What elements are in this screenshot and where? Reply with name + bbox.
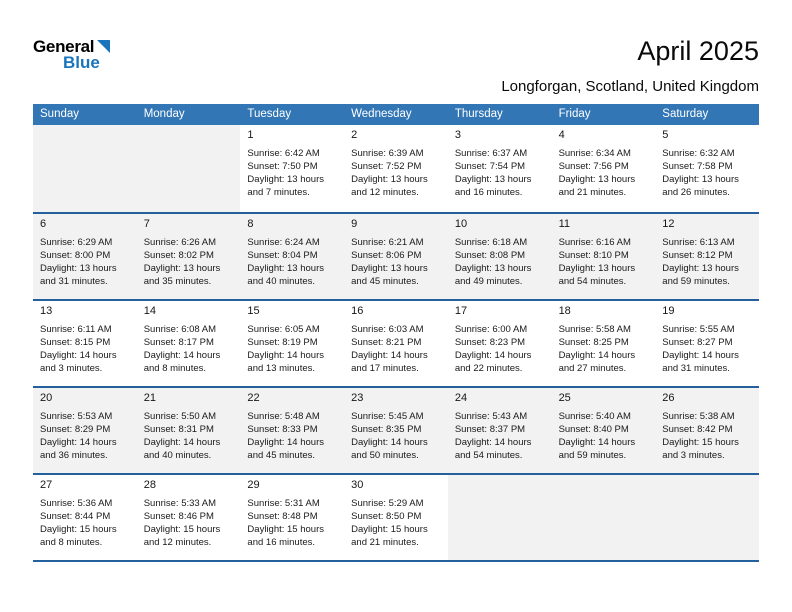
date-number: 9 [351,218,358,230]
date-number: 22 [247,392,260,404]
day-info-line: Daylight: 15 hours [247,524,324,535]
day-cell-15 [240,301,344,386]
day-info-line: Daylight: 13 hours [662,174,739,185]
day-info-line: and 16 minutes. [454,187,523,198]
empty-cell [137,125,241,212]
day-info-line: and 16 minutes. [247,537,316,548]
day-info-line: Daylight: 15 hours [40,524,117,535]
day-info-line: Sunset: 7:54 PM [454,161,526,172]
date-number: 5 [662,129,669,141]
day-info-line: Sunset: 8:37 PM [454,424,526,435]
date-number: 2 [351,129,358,141]
day-info-line: and 7 minutes. [247,187,310,198]
day-info-line: Sunset: 8:50 PM [351,511,422,522]
date-number: 15 [247,305,260,317]
title-block [501,36,759,95]
day-info-line: Daylight: 13 hours [454,263,532,274]
date-number: 6 [40,218,47,230]
day-info-line: Daylight: 14 hours [143,350,221,361]
day-cell-22 [240,388,344,473]
day-info-line: and 59 minutes. [662,276,730,287]
day-cell-10 [448,214,552,299]
day-info-line: and 17 minutes. [351,363,419,374]
day-info-line: Sunset: 8:48 PM [247,511,318,522]
day-info-line: Sunset: 8:31 PM [143,424,214,435]
day-info-line: Sunset: 8:04 PM [247,250,318,261]
day-info-line: Sunrise: 6:00 AM [454,324,528,335]
day-info-line: and 36 minutes. [40,450,108,461]
day-cell-21 [137,388,241,473]
day-info-line: Sunrise: 6:34 AM [558,148,631,159]
day-cell-6 [33,214,137,299]
day-info-line: and 54 minutes. [558,276,627,287]
day-info-line: Daylight: 14 hours [40,437,117,448]
day-info-line: Sunrise: 5:45 AM [351,411,424,422]
day-info-line: Sunrise: 6:37 AM [454,148,528,159]
day-info-line: Sunrise: 6:13 AM [662,237,735,248]
day-info-line: Sunrise: 6:18 AM [454,237,528,248]
day-info-line: Sunset: 8:29 PM [40,424,111,435]
day-info-line: Sunrise: 5:29 AM [351,498,424,509]
day-info-line: Daylight: 13 hours [558,263,636,274]
day-cell-8 [240,214,344,299]
day-info-line: Sunset: 8:23 PM [454,337,526,348]
day-info-line: Sunset: 7:50 PM [247,161,318,172]
date-number: 7 [143,218,150,230]
day-info-line: and 31 minutes. [40,276,108,287]
date-number: 24 [454,392,468,404]
day-info-line: Daylight: 13 hours [558,174,636,185]
day-cell-16 [344,301,448,386]
day-info-line: and 40 minutes. [143,450,212,461]
week-row [33,212,759,299]
day-info-line: Sunrise: 5:38 AM [662,411,735,422]
day-info-line: Daylight: 14 hours [247,350,324,361]
weekday-friday: Friday [558,108,591,120]
day-info-line: Sunrise: 5:58 AM [558,324,631,335]
day-info-line: Daylight: 15 hours [143,524,221,535]
day-info-line: Daylight: 13 hours [247,174,324,185]
day-cell-25 [552,388,656,473]
day-info-line: Sunrise: 6:39 AM [351,148,424,159]
date-number: 16 [351,305,364,317]
page-title: April 2025 [637,36,759,66]
month-calendar [33,104,759,562]
day-cell-19 [655,301,759,386]
day-info-line: and 26 minutes. [662,187,730,198]
day-info-line: and 35 minutes. [143,276,212,287]
day-info-line: and 3 minutes. [662,450,725,461]
day-info-line: Sunrise: 6:42 AM [247,148,320,159]
day-info-line: and 3 minutes. [40,363,103,374]
empty-cell [448,475,552,560]
day-info-line: Sunset: 8:17 PM [143,337,214,348]
day-info-line: and 54 minutes. [454,450,523,461]
day-cell-1 [240,125,344,212]
day-cell-5 [655,125,759,212]
logo-triangle-icon [96,39,111,54]
week-row [33,473,759,560]
day-info-line: Sunset: 8:08 PM [454,250,526,261]
day-info-line: Daylight: 14 hours [351,437,428,448]
week-row [33,125,759,212]
day-info-line: Sunset: 8:19 PM [247,337,318,348]
weekday-sunday: Sunday [40,108,80,120]
page-header [33,36,759,100]
day-info-line: Sunset: 8:06 PM [351,250,422,261]
day-info-line: Sunset: 8:10 PM [558,250,629,261]
day-info-line: Sunset: 7:52 PM [351,161,422,172]
day-info-line: Sunset: 8:12 PM [662,250,733,261]
day-info-line: Sunset: 8:40 PM [558,424,629,435]
day-cell-30 [344,475,448,560]
day-cell-23 [344,388,448,473]
day-info-line: and 21 minutes. [558,187,627,198]
calendar-weeks [33,125,759,562]
day-info-line: and 8 minutes. [40,537,103,548]
day-info-line: Sunset: 8:21 PM [351,337,422,348]
empty-cell [552,475,656,560]
day-info-line: Sunrise: 6:11 AM [40,324,112,335]
day-cell-13 [33,301,137,386]
day-cell-17 [448,301,552,386]
day-info-line: Daylight: 15 hours [662,437,739,448]
day-info-line: Sunrise: 6:26 AM [143,237,217,248]
day-info-line: Daylight: 14 hours [247,437,324,448]
weekday-tuesday: Tuesday [247,108,292,120]
day-info-line: Sunset: 8:25 PM [558,337,629,348]
day-info-line: Sunset: 7:58 PM [662,161,733,172]
day-info-line: and 13 minutes. [247,363,316,374]
day-info-line: and 31 minutes. [662,363,730,374]
day-cell-4 [552,125,656,212]
weekday-header-row [33,104,759,125]
week-row [33,299,759,386]
date-number: 20 [40,392,53,404]
date-number: 8 [247,218,254,230]
day-info-line: Daylight: 13 hours [247,263,324,274]
day-cell-28 [137,475,241,560]
date-number: 13 [40,305,53,317]
weekday-wednesday: Wednesday [351,108,412,120]
date-number: 11 [558,218,570,230]
day-cell-20 [33,388,137,473]
day-info-line: and 40 minutes. [247,276,316,287]
day-info-line: Daylight: 13 hours [662,263,739,274]
date-number: 26 [662,392,675,404]
day-cell-12 [655,214,759,299]
day-info-line: Sunrise: 6:21 AM [351,237,424,248]
day-info-line: and 59 minutes. [558,450,627,461]
day-info-line: Sunset: 7:56 PM [558,161,629,172]
day-cell-3 [448,125,552,212]
day-info-line: Daylight: 14 hours [351,350,428,361]
day-info-line: Sunrise: 6:03 AM [351,324,424,335]
date-number: 27 [40,479,53,491]
date-number: 19 [662,305,675,317]
day-cell-29 [240,475,344,560]
day-info-line: and 12 minutes. [143,537,212,548]
day-info-line: Sunrise: 5:55 AM [662,324,735,335]
day-info-line: Sunset: 8:44 PM [40,511,111,522]
day-info-line: Sunrise: 5:53 AM [40,411,113,422]
day-info-line: Sunrise: 5:40 AM [558,411,631,422]
weekday-saturday: Saturday [662,108,709,120]
day-info-line: Sunrise: 5:43 AM [454,411,528,422]
day-info-line: Daylight: 13 hours [351,174,428,185]
date-number: 12 [662,218,675,230]
day-info-line: Daylight: 14 hours [40,350,117,361]
day-info-line: Daylight: 14 hours [454,437,532,448]
day-cell-27 [33,475,137,560]
day-cell-26 [655,388,759,473]
day-info-line: Daylight: 13 hours [351,263,428,274]
logo-text-blue: Blue [63,53,100,72]
day-info-line: Sunrise: 6:08 AM [143,324,217,335]
day-info-line: Sunrise: 5:33 AM [143,498,217,509]
date-number: 29 [247,479,260,491]
day-info-line: Sunset: 8:02 PM [143,250,214,261]
date-number: 30 [351,479,364,491]
day-info-line: Daylight: 14 hours [143,437,221,448]
day-info-line: Daylight: 13 hours [454,174,532,185]
day-info-line: Daylight: 15 hours [351,524,428,535]
date-number: 23 [351,392,364,404]
date-number: 14 [143,305,156,317]
day-info-line: Daylight: 13 hours [40,263,117,274]
empty-cell [655,475,759,560]
day-info-line: Sunrise: 5:48 AM [247,411,320,422]
date-number: 17 [454,305,468,317]
day-info-line: Daylight: 14 hours [558,437,636,448]
weekday-thursday: Thursday [454,108,503,120]
date-number: 3 [454,129,461,141]
date-number: 1 [247,129,254,141]
day-cell-2 [344,125,448,212]
day-info-line: and 45 minutes. [351,276,419,287]
day-info-line: Sunrise: 5:50 AM [143,411,217,422]
day-info-line: Sunrise: 5:36 AM [40,498,113,509]
date-number: 25 [558,392,571,404]
general-blue-logo [33,38,111,71]
day-info-line: and 45 minutes. [247,450,316,461]
day-info-line: Sunset: 8:42 PM [662,424,733,435]
day-info-line: Sunset: 8:27 PM [662,337,733,348]
day-cell-18 [552,301,656,386]
day-info-line: and 27 minutes. [558,363,627,374]
day-info-line: and 49 minutes. [454,276,523,287]
day-info-line: Daylight: 13 hours [143,263,221,274]
day-info-line: Sunrise: 6:29 AM [40,237,113,248]
day-info-line: and 21 minutes. [351,537,419,548]
date-number: 28 [143,479,156,491]
day-info-line: Sunset: 8:33 PM [247,424,318,435]
day-info-line: Sunset: 8:46 PM [143,511,214,522]
week-row [33,386,759,473]
day-info-line: and 12 minutes. [351,187,419,198]
day-info-line: Daylight: 14 hours [558,350,636,361]
location-subtitle: Longforgan, Scotland, United Kingdom [501,78,759,95]
day-info-line: Sunrise: 6:05 AM [247,324,320,335]
day-info-line: Daylight: 14 hours [454,350,532,361]
date-number: 10 [454,218,468,230]
day-cell-14 [137,301,241,386]
day-info-line: and 50 minutes. [351,450,419,461]
date-number: 4 [558,129,565,141]
day-cell-7 [137,214,241,299]
day-info-line: Sunrise: 6:32 AM [662,148,735,159]
date-number: 21 [143,392,156,404]
day-info-line: and 22 minutes. [454,363,523,374]
weekday-monday: Monday [143,108,185,120]
day-info-line: Daylight: 14 hours [662,350,739,361]
day-info-line: Sunset: 8:35 PM [351,424,422,435]
empty-cell [33,125,137,212]
day-info-line: Sunset: 8:00 PM [40,250,111,261]
date-number: 18 [558,305,571,317]
day-info-line: Sunrise: 5:31 AM [247,498,320,509]
day-cell-9 [344,214,448,299]
day-cell-11 [552,214,656,299]
day-cell-24 [448,388,552,473]
day-info-line: Sunrise: 6:16 AM [558,237,631,248]
day-info-line: and 8 minutes. [143,363,207,374]
day-info-line: Sunset: 8:15 PM [40,337,111,348]
logo-text-general: General [33,37,95,56]
day-info-line: Sunrise: 6:24 AM [247,237,320,248]
